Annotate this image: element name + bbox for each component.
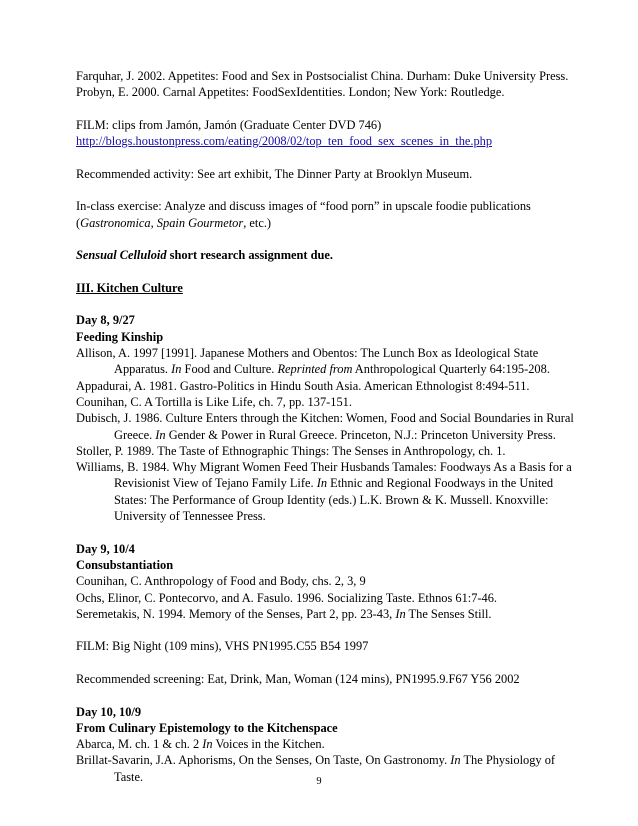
reference-stoller: Stoller, P. 1989. The Taste of Ethnographic Things: The Senses in Anthropology, ch. 1. xyxy=(76,443,506,458)
day9-date: Day 9, 10/4 xyxy=(76,541,135,556)
reference-appadurai: Appadurai, A. 1981. Gastro-Politics in Hindu South Asia. American Ethnologist 8:494-511. xyxy=(76,378,530,393)
recommended-activity: Recommended activity: See art exhibit, The Dinner Party at Brooklyn Museum. xyxy=(76,166,473,181)
film-note: FILM: clips from Jamón, Jamón (Graduate Center DVD 746) xyxy=(76,117,382,132)
day8-date: Day 8, 9/27 xyxy=(76,313,135,328)
film-big-night: FILM: Big Night (109 mins), VHS PN1995.C55 B54 1997 xyxy=(76,639,369,654)
reference-williams: Williams, B. 1984. Why Migrant Women Feed Their Husbands Tamales: Foodways As a Basis for a Revisionist View of Tejano Family Life. In Ethnic and Regional Foodways in the United States: The Performance of Group Identity (eds.) L.K. Brown & K. Mussell. Knoxville: University of Tennessee Press. xyxy=(76,460,572,524)
assignment-due: Sensual Celluloid short research assignment due. xyxy=(76,248,334,263)
day8-topic: Feeding Kinship xyxy=(76,329,164,344)
reference-allison: Allison, A. 1997 [1991]. Japanese Mothers and Obentos: The Lunch Box as Ideological State Apparatus. In Food and Culture. Reprinted from Anthropological Quarterly 64:195-208. xyxy=(76,346,550,377)
page-number: 9 xyxy=(316,776,322,787)
in-class-exercise: In-class exercise: Analyze and discuss images of “food porn” in upscale foodie publications (Gastronomica, Spain Gourmetor, etc.) xyxy=(76,199,531,230)
reference-brillat-savarin: Brillat-Savarin, J.A. Aphorisms, On the Senses, On Taste, On Gastronomy. In The Physiology of Taste. xyxy=(76,753,556,784)
recommended-screening: Recommended screening: Eat, Drink, Man, Woman (124 mins), PN1995.9.F67 Y56 2002 xyxy=(76,671,520,686)
day10-date: Day 10, 10/9 xyxy=(76,704,142,719)
reference-counihan-body: Counihan, C. Anthropology of Food and Body, chs. 2, 3, 9 xyxy=(76,574,366,589)
reference-farquhar: Farquhar, J. 2002. Appetites: Food and Sex in Postsocialist China. Durham: Duke University Press. xyxy=(76,69,569,83)
reference-ochs: Ochs, Elinor, C. Pontecorvo, and A. Fasulo. 1996. Socializing Taste. Ethnos 61:7-46. xyxy=(76,590,498,605)
reference-abarca: Abarca, M. ch. 1 & ch. 2 In Voices in the Kitchen. xyxy=(76,737,325,752)
page-content xyxy=(76,68,576,785)
reference-counihan-tortilla: Counihan, C. A Tortilla is Like Life, ch. 7, pp. 137-151. xyxy=(76,394,352,409)
day9-topic: Consubstantiation xyxy=(76,557,174,572)
reference-probyn: Probyn, E. 2000. Carnal Appetites: FoodSexIdentities. London; New York: Routledge. xyxy=(76,85,505,100)
section-heading: III. Kitchen Culture xyxy=(76,280,183,295)
houstonpress-link[interactable]: http://blogs.houstonpress.com/eating/2008/02/top_ten_food_sex_scenes_in_the.php xyxy=(76,134,493,149)
reference-seremetakis: Seremetakis, N. 1994. Memory of the Senses, Part 2, pp. 23-43, In The Senses Still. xyxy=(76,606,492,621)
day10-topic: From Culinary Epistemology to the Kitchenspace xyxy=(76,720,338,735)
reference-dubisch: Dubisch, J. 1986. Culture Enters through the Kitchen: Women, Food and Social Boundaries in Rural Greece. In Gender & Power in Rural Greece. Princeton, N.J.: Princeton University Press. xyxy=(76,411,574,442)
